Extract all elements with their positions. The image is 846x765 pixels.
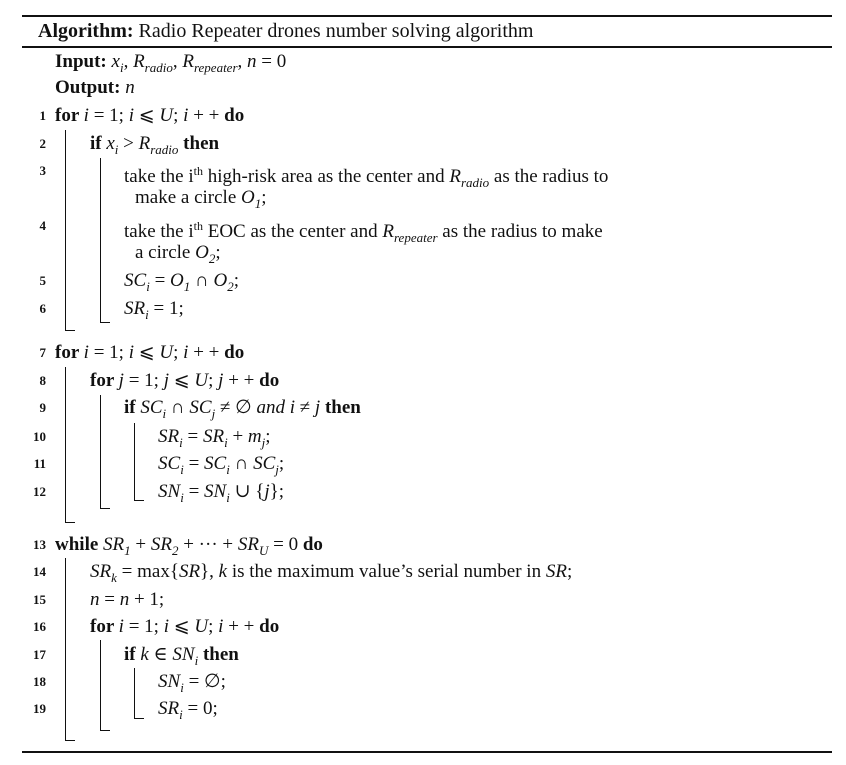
line-number: 8: [39, 373, 46, 388]
block-scope-bar: [100, 395, 101, 508]
text: + +: [188, 342, 225, 363]
math-symbol: R: [133, 51, 145, 72]
text: ,: [237, 51, 248, 72]
algorithm-label: Algorithm:: [38, 20, 134, 42]
math-symbol: SR: [158, 426, 180, 447]
text: ∩: [166, 397, 190, 418]
math-symbol: SR: [158, 698, 180, 719]
math-symbol: j: [314, 397, 321, 418]
math-symbol: repeater: [193, 60, 238, 75]
math-symbol: i: [163, 616, 169, 637]
text: = 1;: [123, 370, 164, 391]
text: +: [130, 534, 151, 555]
text: ;: [208, 370, 219, 391]
bottom-rule: [22, 751, 832, 753]
math-symbol: radio: [144, 60, 173, 75]
math-symbol: i: [218, 616, 224, 637]
text: =: [149, 270, 171, 291]
math-symbol: j: [218, 370, 224, 391]
keyword: if: [124, 644, 141, 665]
block-scope-end: [100, 730, 110, 731]
math-symbol: SR: [150, 534, 172, 555]
text: ;: [208, 616, 219, 637]
block-scope-bar: [65, 558, 66, 740]
line-number: 17: [33, 647, 46, 662]
line-content: [90, 368, 279, 394]
text: ≠: [294, 397, 315, 418]
math-symbol: SR: [124, 298, 146, 319]
line-number: 12: [33, 484, 46, 499]
block-scope-bar: [134, 423, 135, 500]
math-symbol: j: [261, 435, 266, 450]
keyword: do: [224, 342, 245, 363]
math-symbol: i: [119, 60, 124, 75]
block-scope-bar: [100, 640, 101, 730]
line-number: 16: [33, 619, 46, 634]
math-symbol: j: [264, 481, 270, 502]
text: a circle: [135, 242, 196, 263]
text: ,: [172, 51, 183, 72]
text: high-risk area as the center and: [202, 166, 450, 187]
text: ⩽: [168, 370, 195, 391]
math-symbol: R: [182, 51, 194, 72]
line-number: 9: [39, 400, 46, 415]
math-symbol: i: [183, 342, 189, 363]
math-symbol: i: [162, 406, 167, 421]
math-symbol: SN: [158, 671, 181, 692]
text: ;: [173, 105, 184, 126]
math-symbol: n: [119, 589, 130, 610]
keyword: do: [259, 370, 280, 391]
text: ∈: [148, 644, 173, 665]
math-symbol: 1: [183, 279, 191, 294]
math-symbol: SC: [124, 270, 147, 291]
math-symbol: radio: [150, 142, 179, 157]
math-symbol: SR: [237, 534, 259, 555]
text: ;: [233, 270, 240, 291]
math-symbol: and i: [256, 397, 295, 418]
text: +: [227, 426, 248, 447]
math-symbol: U: [159, 105, 174, 126]
line-content: [158, 696, 218, 728]
text: ⩽: [168, 616, 195, 637]
math-symbol: SR: [103, 534, 125, 555]
text: ,: [123, 51, 134, 72]
text: =: [183, 453, 205, 474]
math-symbol: i: [128, 105, 134, 126]
math-symbol: SC: [158, 453, 181, 474]
math-symbol: j: [275, 462, 279, 477]
math-symbol: SR: [545, 561, 567, 582]
math-symbol: i: [194, 653, 199, 668]
keyword: do: [259, 616, 280, 637]
math-symbol: i: [83, 105, 89, 126]
text: + +: [223, 370, 260, 391]
math-symbol: n: [90, 589, 100, 610]
math-symbol: R: [449, 166, 461, 187]
text: =: [182, 426, 203, 447]
keyword: do: [302, 534, 323, 555]
keyword: for: [90, 616, 119, 637]
text: + ··· +: [178, 534, 238, 555]
text: take the i: [124, 166, 194, 187]
line-number: 7: [39, 345, 46, 360]
math-symbol: j: [211, 406, 216, 421]
math-symbol: n: [247, 51, 257, 72]
math-symbol: SR: [202, 426, 225, 447]
block-scope-end: [65, 740, 75, 741]
block-scope-end: [65, 330, 75, 331]
math-symbol: i: [83, 342, 89, 363]
line-content: [55, 340, 244, 366]
keyword: for: [55, 342, 84, 363]
line-number: 3: [39, 163, 46, 178]
text: = 0: [256, 51, 287, 72]
math-symbol: th: [193, 164, 203, 178]
math-symbol: i: [180, 680, 184, 695]
text: },: [200, 561, 219, 582]
text: ⩽: [133, 105, 160, 126]
text: = 0;: [182, 698, 218, 719]
math-symbol: 2: [208, 251, 216, 266]
math-symbol: O: [195, 242, 209, 263]
math-symbol: SR: [90, 561, 112, 582]
text: = max{: [116, 561, 179, 582]
math-symbol: O: [170, 270, 184, 291]
text: ;: [278, 453, 285, 474]
math-symbol: repeater: [393, 230, 438, 245]
text: as the radius to make: [437, 221, 603, 242]
text: =: [183, 481, 205, 502]
math-symbol: 1: [124, 543, 131, 558]
text: + +: [188, 105, 225, 126]
text: ;: [261, 187, 267, 208]
math-symbol: k: [218, 561, 228, 582]
math-symbol: SN: [172, 644, 195, 665]
line-content: [124, 296, 184, 328]
text: ∪ {: [229, 481, 265, 502]
line-content: [124, 395, 361, 427]
keyword: then: [198, 644, 239, 665]
math-symbol: i: [179, 707, 183, 722]
text: = 0: [268, 534, 303, 555]
line-number: 18: [33, 674, 46, 689]
text: ∩: [229, 453, 254, 474]
line-number: 2: [39, 136, 46, 151]
text: = 1;: [148, 298, 184, 319]
math-symbol: U: [194, 370, 209, 391]
math-symbol: i: [146, 279, 150, 294]
math-symbol: i: [180, 490, 184, 505]
text: + +: [223, 616, 260, 637]
math-symbol: U: [159, 342, 174, 363]
line-content: [55, 75, 135, 101]
text: as the radius to: [489, 166, 609, 187]
text: = ∅;: [183, 671, 226, 692]
math-symbol: SN: [158, 481, 181, 502]
keyword: Output:: [55, 77, 126, 98]
math-symbol: U: [194, 616, 209, 637]
line-content: [90, 587, 164, 613]
algorithm-title: Radio Repeater drones number solving algorithm: [138, 20, 534, 42]
keyword: if: [90, 133, 107, 154]
math-symbol: i: [180, 462, 184, 477]
math-symbol: k: [140, 644, 149, 665]
math-symbol: i: [226, 462, 230, 477]
block-scope-end: [100, 322, 110, 323]
line-number: 19: [33, 701, 46, 716]
text: is the maximum value’s serial number in: [227, 561, 546, 582]
line-number: 13: [33, 537, 46, 552]
math-symbol: 2: [171, 543, 179, 558]
math-symbol: R: [138, 133, 151, 154]
math-symbol: i: [183, 105, 189, 126]
math-symbol: i: [226, 490, 230, 505]
text: ∩: [190, 270, 214, 291]
math-symbol: O: [213, 270, 228, 291]
line-number: 11: [33, 456, 46, 471]
math-symbol: i: [118, 616, 124, 637]
block-scope-end: [134, 500, 144, 501]
math-symbol: 1: [254, 196, 262, 211]
keyword: do: [224, 105, 245, 126]
keyword: then: [178, 133, 220, 154]
text: take the i: [124, 221, 194, 242]
text: = 1;: [123, 616, 164, 637]
text: = 1;: [88, 105, 129, 126]
block-scope-bar: [65, 130, 66, 330]
math-symbol: SN: [204, 481, 227, 502]
line-number: 10: [33, 429, 46, 444]
math-symbol: i: [128, 342, 134, 363]
block-scope-end: [65, 522, 75, 523]
keyword: if: [124, 397, 141, 418]
math-symbol: i: [179, 435, 183, 450]
math-symbol: SC: [189, 397, 212, 418]
line-content: [90, 614, 279, 640]
keyword: while: [55, 534, 104, 555]
math-symbol: x: [106, 133, 115, 154]
math-symbol: 2: [227, 279, 234, 294]
line-number: 6: [39, 301, 46, 316]
math-symbol: m: [247, 426, 262, 447]
block-scope-bar: [100, 158, 101, 322]
math-symbol: x: [111, 51, 120, 72]
math-symbol: radio: [460, 175, 490, 190]
line-content: [55, 103, 244, 129]
line-content: [158, 479, 284, 511]
math-symbol: R: [382, 221, 394, 242]
math-symbol: j: [118, 370, 124, 391]
math-symbol: i: [114, 142, 119, 157]
math-symbol: SR: [178, 561, 201, 582]
keyword: for: [55, 105, 84, 126]
keyword: Input:: [55, 51, 112, 72]
math-symbol: U: [259, 543, 269, 558]
text: =: [99, 589, 120, 610]
text: ;: [566, 561, 573, 582]
math-symbol: th: [193, 219, 203, 233]
text: + 1;: [129, 589, 165, 610]
text: ;: [265, 426, 271, 447]
algorithm-caption: [38, 17, 533, 45]
line-number: 1: [39, 108, 46, 123]
text: EOC as the center and: [202, 221, 383, 242]
block-scope-end: [134, 718, 144, 719]
text: ⩽: [133, 342, 160, 363]
header-rule: [22, 46, 832, 48]
math-symbol: O: [241, 187, 255, 208]
text: ≠ ∅: [215, 397, 257, 418]
keyword: for: [90, 370, 119, 391]
math-symbol: SC: [140, 397, 163, 418]
block-scope-bar: [134, 668, 135, 718]
line-number: 15: [33, 592, 46, 607]
math-symbol: i: [224, 435, 228, 450]
block-scope-end: [100, 508, 110, 509]
text: = 1;: [88, 342, 129, 363]
text: ;: [215, 242, 221, 263]
text: ;: [173, 342, 184, 363]
keyword: then: [320, 397, 361, 418]
math-symbol: i: [145, 307, 149, 322]
line-number: 4: [39, 218, 46, 233]
math-symbol: n: [125, 77, 135, 98]
text: make a circle: [135, 187, 242, 208]
block-scope-bar: [65, 367, 66, 522]
text: >: [118, 133, 139, 154]
math-symbol: SC: [204, 453, 227, 474]
line-number: 5: [39, 273, 46, 288]
math-symbol: j: [163, 370, 169, 391]
math-symbol: k: [111, 570, 117, 585]
math-symbol: SC: [253, 453, 276, 474]
text: };: [269, 481, 285, 502]
line-number: 14: [33, 564, 46, 579]
